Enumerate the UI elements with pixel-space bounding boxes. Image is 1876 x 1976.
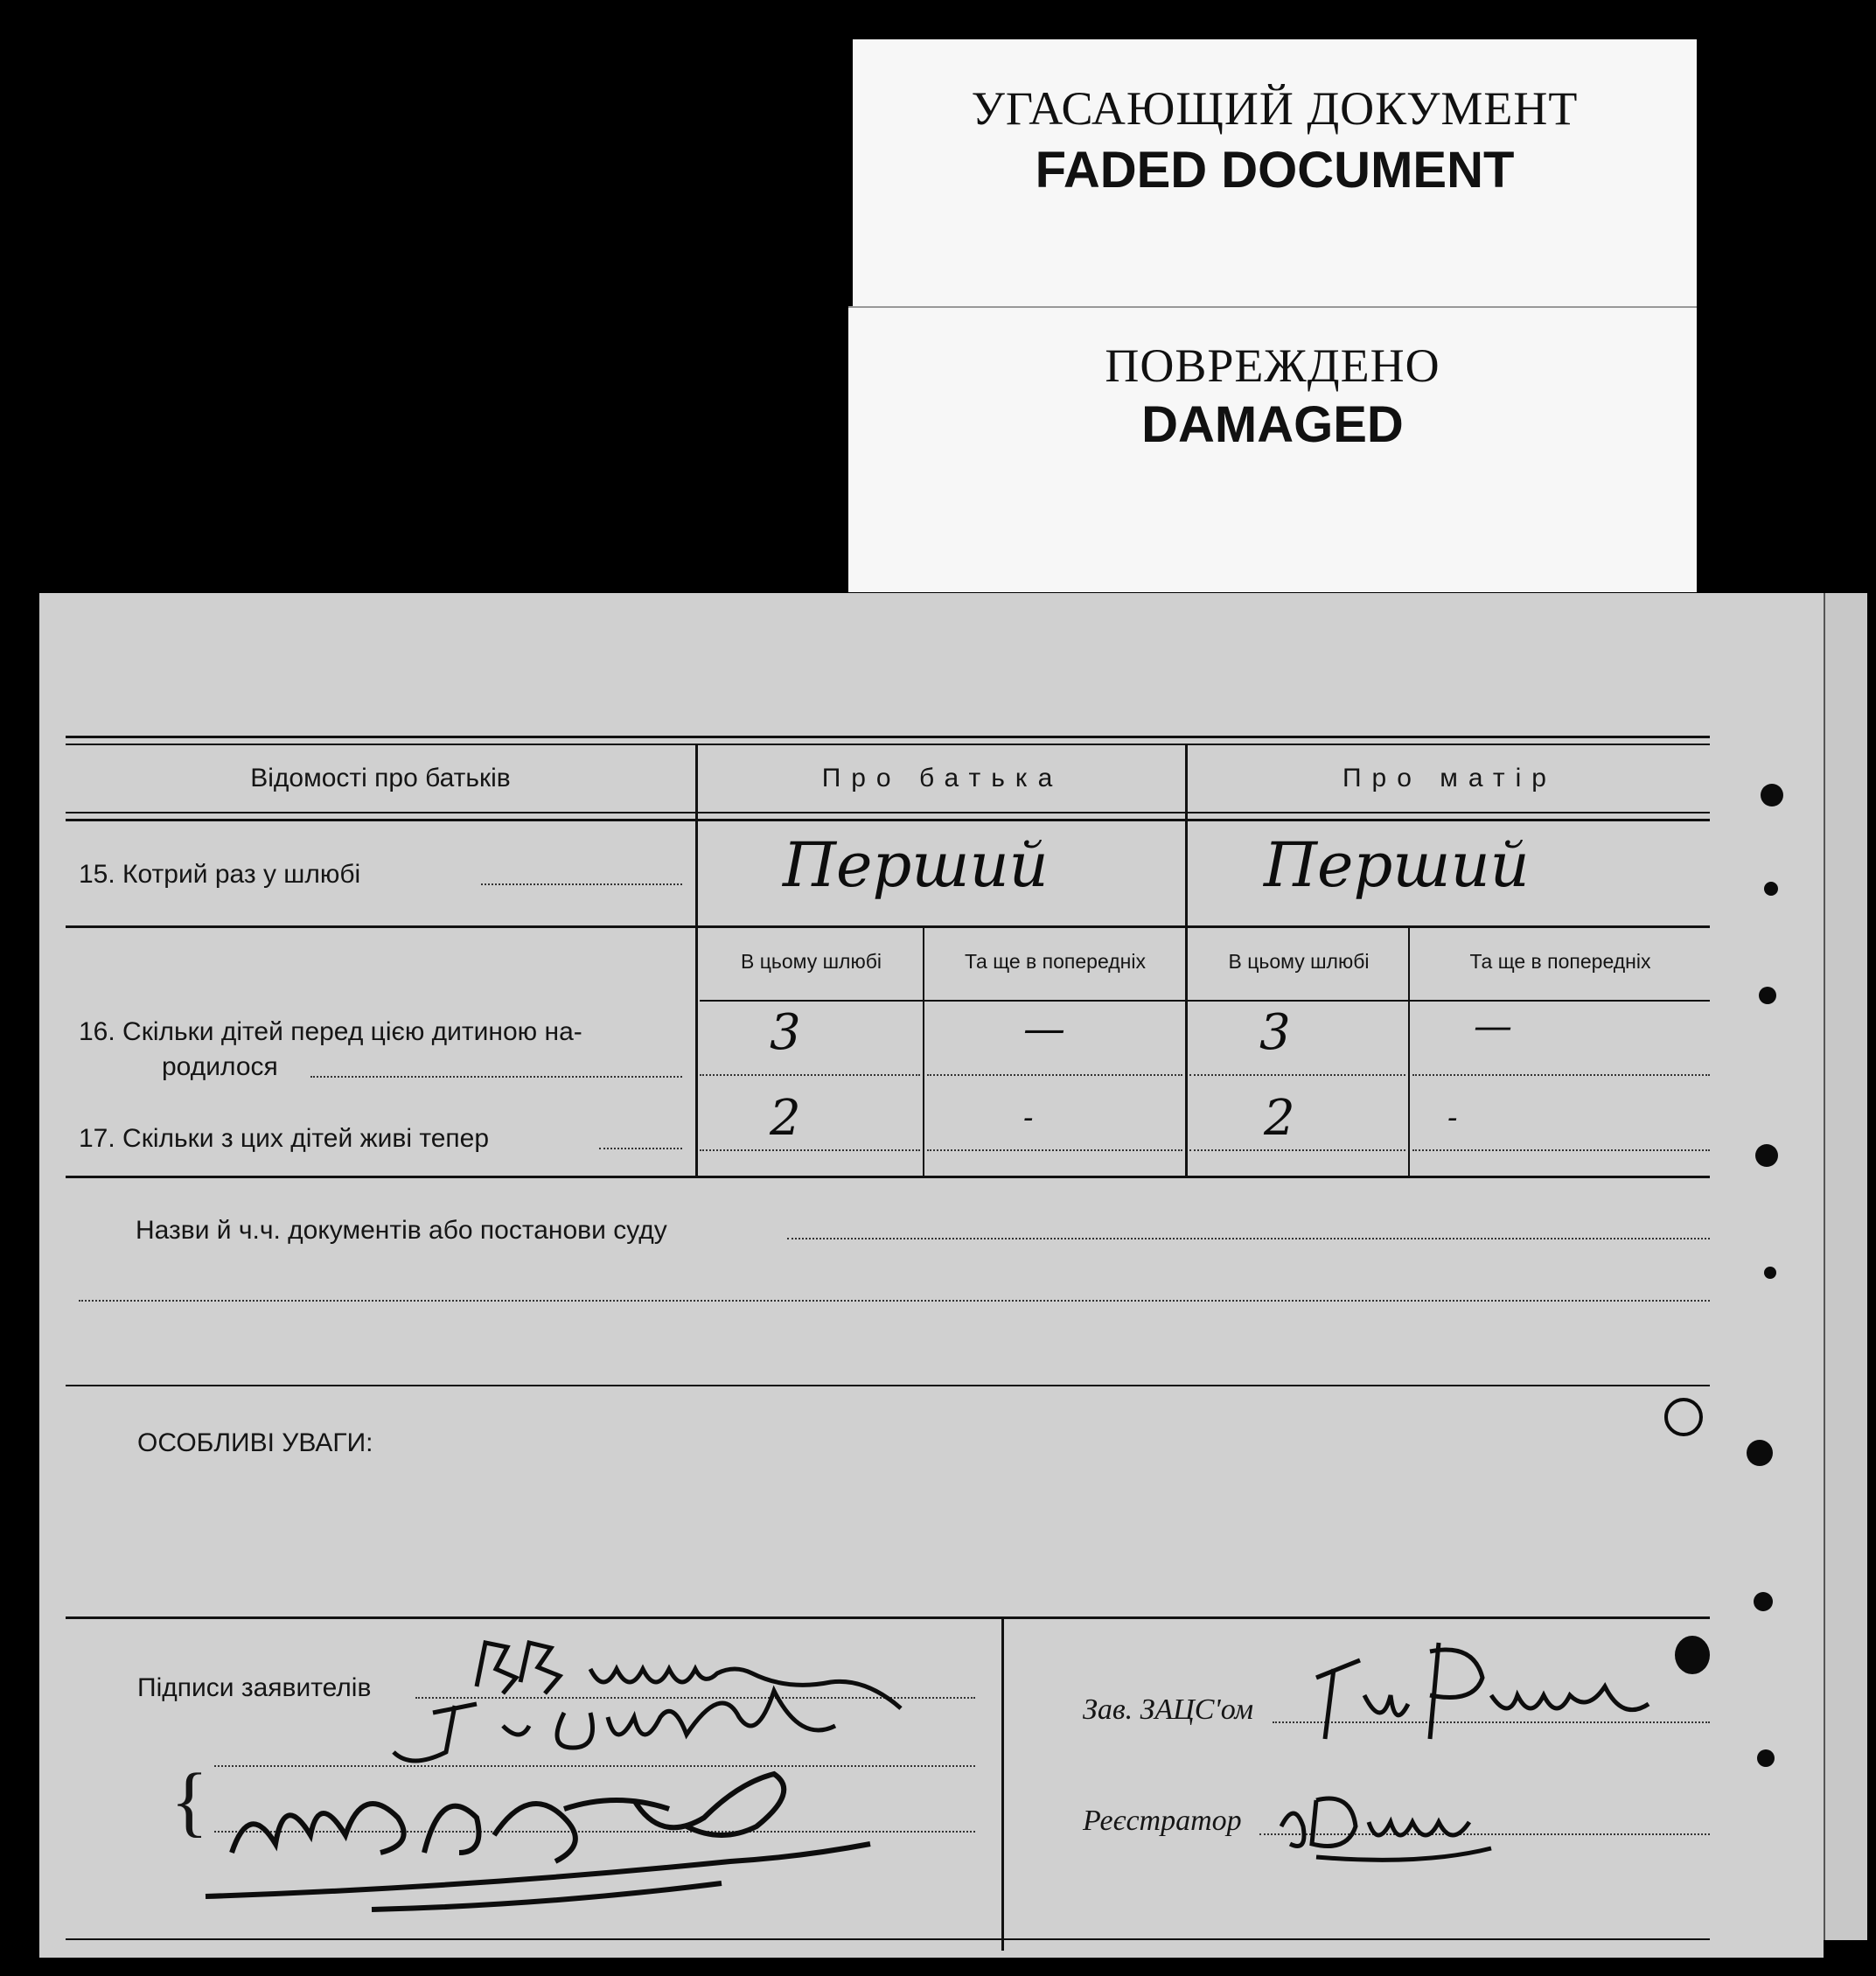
sheet-edge: [1824, 593, 1867, 1940]
rule-subheader: [700, 1000, 1710, 1002]
row-17-line-1: [700, 1149, 920, 1151]
signature-divider: [1001, 1618, 1004, 1951]
punch-hole-4: [1755, 1144, 1778, 1167]
row-16-mother-previous: —: [1474, 1004, 1512, 1049]
father-previous-header: Та ще в попередніх: [965, 950, 1146, 973]
row-16-label-line2: родилося: [162, 1052, 278, 1081]
sub-divider-1: [923, 927, 924, 1177]
row-17-father-this: 2: [770, 1090, 801, 1147]
rule-header-2: [66, 819, 1710, 821]
applicant-signature-3: [197, 1748, 879, 1923]
rule-header-1: [66, 812, 1710, 813]
punch-hole-6: [1664, 1398, 1703, 1436]
rule-top-1: [66, 736, 1710, 738]
row-17-dots: [599, 1148, 682, 1149]
remarks-label: ОСОБЛИВІ УВАГИ:: [137, 1428, 373, 1457]
punch-hole-3: [1759, 987, 1776, 1004]
documents-line-1: [787, 1238, 1710, 1239]
punch-hole-9: [1675, 1636, 1710, 1674]
row-17-father-previous: -: [1023, 1100, 1034, 1135]
applicants-signatures-label: Підписи заявителів: [137, 1673, 372, 1702]
row-16-father-this: 3: [770, 1004, 801, 1061]
father-this-marriage-header: В цьому шлюбі: [740, 950, 882, 973]
row-17-mother-previous: -: [1447, 1100, 1458, 1135]
registrar-label: Реєстратор: [1083, 1805, 1242, 1837]
row-17-line-4: [1412, 1149, 1710, 1151]
rule-top-2: [66, 744, 1710, 745]
damaged-document-label: [848, 306, 1697, 592]
rule-documents: [66, 1385, 1710, 1386]
row-16-dots: [310, 1076, 682, 1078]
row-17-label: 17. Скільки з цих дітей живі тепер: [79, 1124, 490, 1153]
head-signature: [1299, 1625, 1666, 1756]
row-17-line-2: [927, 1149, 1182, 1151]
rule-bottom: [66, 1176, 1710, 1178]
col-divider-2: [1185, 744, 1188, 1177]
punch-hole-1: [1761, 784, 1783, 806]
damaged-label-english: DAMAGED: [1141, 396, 1404, 453]
row-15-father-value: Перший: [783, 829, 1049, 901]
registration-form-sheet: [39, 593, 1824, 1958]
punch-hole-10: [1757, 1749, 1775, 1767]
documents-line-2: [79, 1300, 1710, 1302]
row-16-line-2: [927, 1074, 1182, 1076]
registrar-signature: [1264, 1774, 1552, 1870]
mother-column-header: Про матір: [1342, 764, 1557, 792]
faded-document-label: [853, 39, 1697, 306]
mother-previous-header: Та ще в попередніх: [1469, 950, 1651, 973]
faded-label-english: FADED DOCUMENT: [1035, 142, 1515, 199]
head-of-registry-label: Зав. ЗАЦС'ом: [1083, 1693, 1254, 1726]
damaged-label-russian: ПОВРЕЖДЕНО: [1105, 339, 1440, 392]
row-15-label: 15. Котрий раз у шлюбі: [79, 860, 361, 889]
faded-label-russian: УГАСАЮЩИЙ ДОКУМЕНТ: [971, 82, 1579, 135]
mother-this-marriage-header: В цьому шлюбі: [1228, 950, 1370, 973]
row-17-mother-this: 2: [1264, 1090, 1295, 1147]
row-16-line-3: [1189, 1074, 1405, 1076]
row-17-line-3: [1189, 1149, 1405, 1151]
rule-form-bottom: [66, 1938, 1710, 1940]
father-column-header: Про батька: [821, 764, 1064, 792]
row-15-dots: [481, 883, 682, 885]
applicants-brace: {: [171, 1758, 209, 1845]
row-16-father-previous: —: [1023, 1004, 1065, 1053]
punch-hole-5: [1764, 1267, 1776, 1279]
punch-hole-8: [1754, 1592, 1773, 1611]
rule-row15: [66, 925, 1710, 928]
documents-label: Назви й ч.ч. документів або постанови суду: [136, 1216, 667, 1245]
row-16-line-4: [1412, 1074, 1710, 1076]
row-15-mother-value: Перший: [1264, 829, 1530, 901]
row-16-mother-this: 3: [1259, 1004, 1291, 1061]
punch-hole-2: [1764, 882, 1778, 896]
parents-info-header: Відомості про батьків: [250, 764, 511, 792]
sub-divider-2: [1408, 927, 1410, 1177]
col-divider-1: [695, 744, 698, 1177]
punch-hole-7: [1747, 1440, 1773, 1466]
row-16-label-line1: 16. Скільки дітей перед цією дитиною на-: [79, 1017, 582, 1046]
row-16-line-1: [700, 1074, 920, 1076]
